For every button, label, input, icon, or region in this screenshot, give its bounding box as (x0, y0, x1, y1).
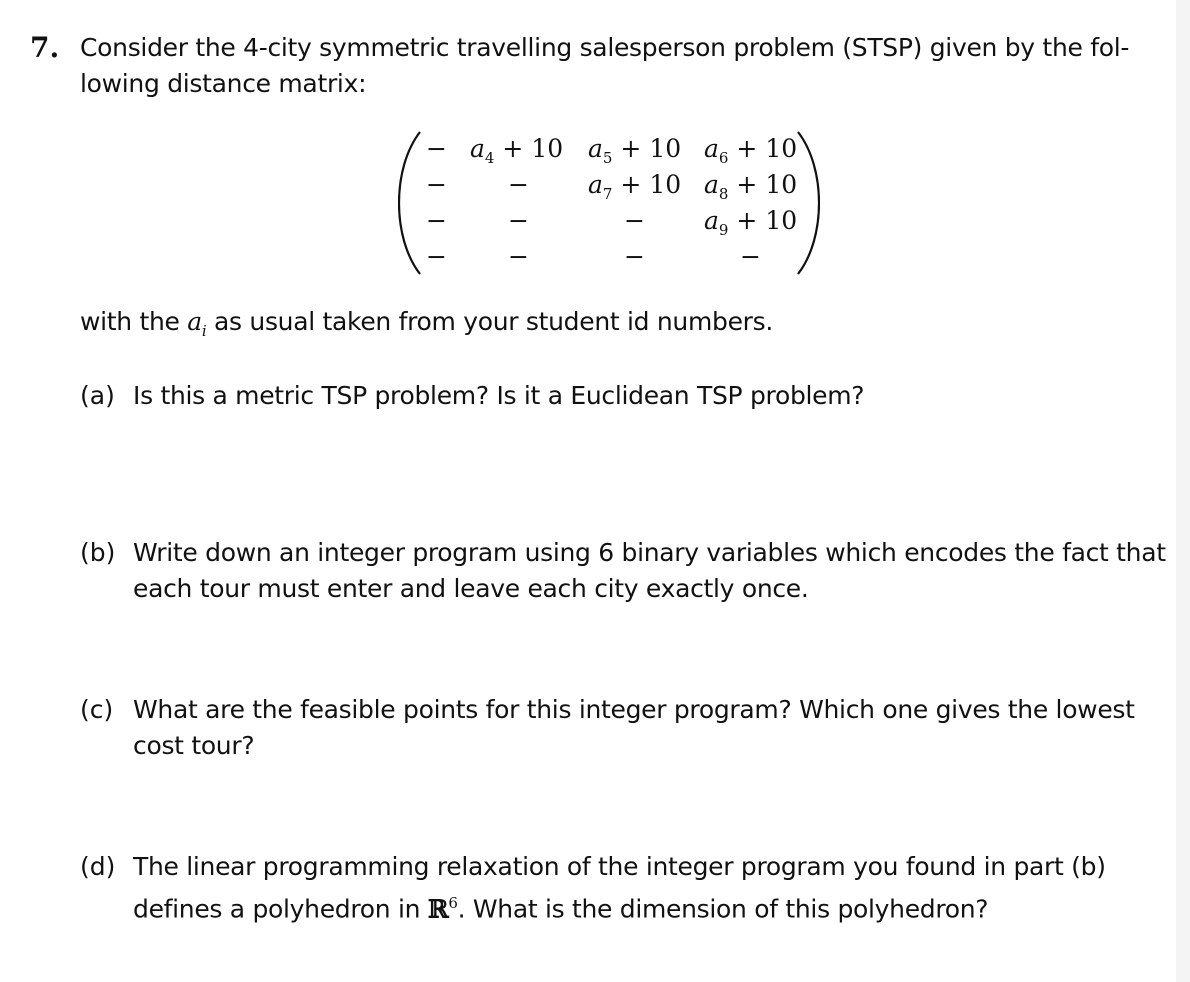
part-b-label: (b) (80, 538, 116, 567)
matrix-cell-3-2: − (508, 206, 529, 235)
part-d-text: The linear programming relaxation of the integer program you found in part (b) defines a polyhedron in ℝ$^6$. What is the dimension of this polyhedron? (133, 852, 1106, 924)
matrix-cell-1-1: − (426, 134, 447, 163)
matrix-cell-4-4: − (740, 242, 761, 271)
question-number: 7. (30, 31, 60, 64)
matrix-cell-2-1: − (426, 170, 447, 199)
part-c-label: (c) (80, 695, 114, 724)
part-c-text: What are the feasible points for this integer program? Which one gives the lowest cost tour? (133, 695, 1135, 760)
matrix-cell-2-3: $a_7 + 10$ (588, 170, 682, 203)
matrix-cell-3-4: $a_9 + 10$ (704, 206, 798, 239)
page-edge (1176, 0, 1190, 982)
matrix-cell-3-3: − (624, 206, 645, 235)
part-b-text: Write down an integer program using 6 binary variables which encodes the fact that each tour must enter and leave each city exactly once. (133, 538, 1166, 603)
matrix-explanation: with the $a_i$ as usual taken from your student id numbers. (80, 307, 774, 340)
matrix-cell-2-2: − (508, 170, 529, 199)
intro-line-2: lowing distance matrix: (80, 69, 367, 98)
matrix-cell-1-3: $a_5 + 10$ (588, 134, 682, 167)
distance-matrix (398, 128, 820, 278)
matrix-cell-4-3: − (624, 242, 645, 271)
question-intro (80, 30, 1150, 102)
part-a-text: Is this a metric TSP problem? Is it a Euclidean TSP problem? (133, 381, 865, 410)
matrix-cell-2-4: $a_8 + 10$ (704, 170, 798, 203)
part-d-label: (d) (80, 852, 116, 881)
intro-line-1: Consider the 4-city symmetric travelling salesperson problem (STSP) given by the fol- (80, 33, 1130, 62)
matrix-cell-1-4: $a_6 + 10$ (704, 134, 798, 167)
part-a-label: (a) (80, 381, 115, 410)
matrix-cell-4-1: − (426, 242, 447, 271)
matrix-cell-3-1: − (426, 206, 447, 235)
matrix-cell-4-2: − (508, 242, 529, 271)
matrix-cell-1-2: $a_4 + 10$ (470, 134, 564, 167)
